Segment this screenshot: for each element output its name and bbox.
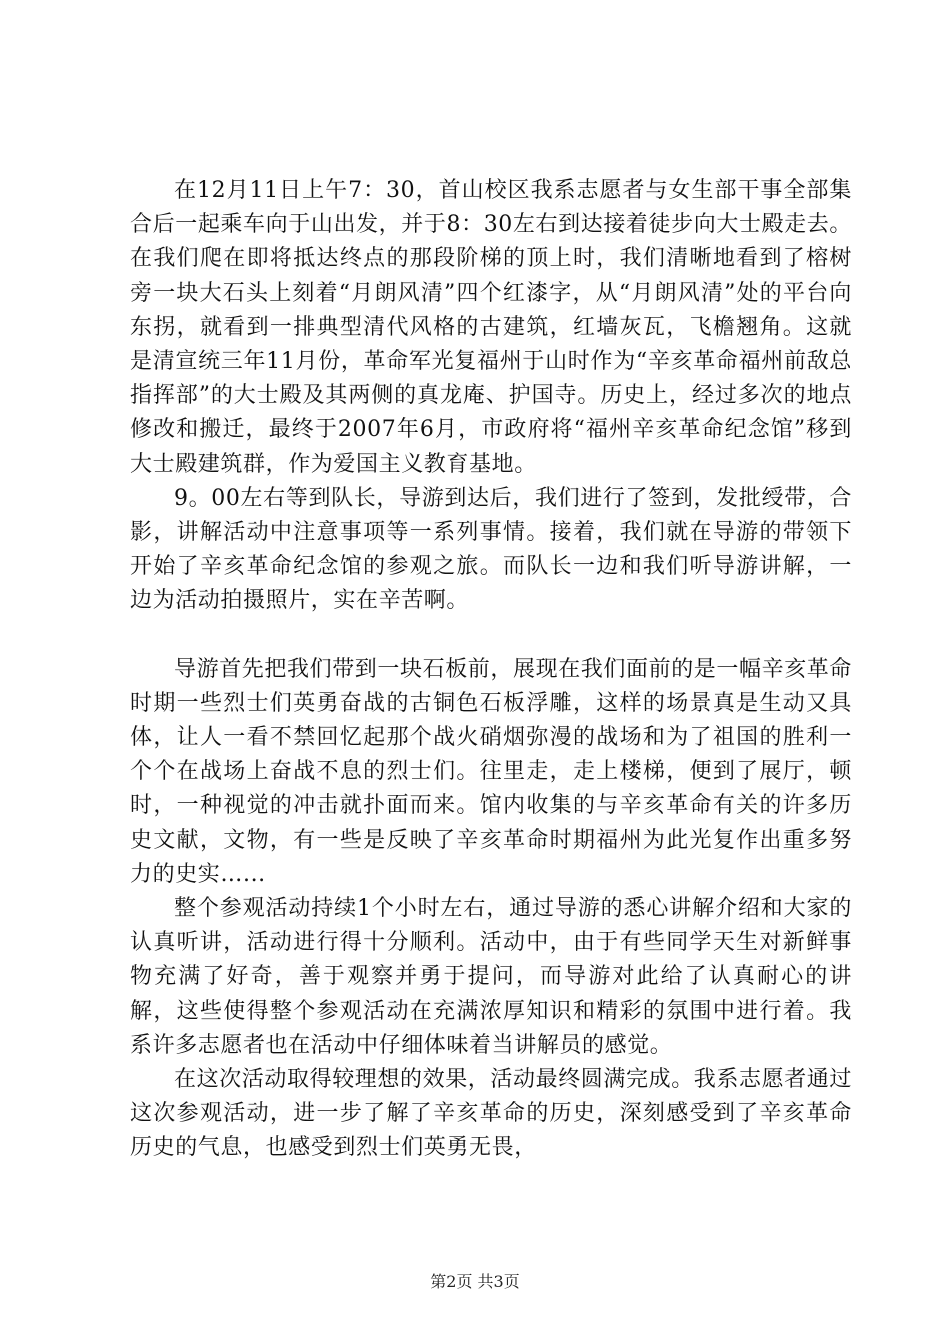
document-body <box>130 174 852 1166</box>
paragraph-4: 整个参观活动持续1个小时左右，通过导游的悉心讲解介绍和大家的认真听讲，活动进行得十分顺利。活动中，由于有些同学天生对新鲜事物充满了好奇，善于观察并勇于提问，而导游对此给了认真耐心的讲解，这些使得整个参观活动在充满浓厚知识和精彩的氛围中进行着。我系许多志愿者也在活动中仔细体味着当讲解员的感觉。 <box>130 896 852 1058</box>
paragraph-1: 在12月11日上午7：30，首山校区我系志愿者与女生部干事全部集合后一起乘车向于山出发，并于8：30左右到达接着徒步向大士殿走去。在我们爬在即将抵达终点的那段阶梯的顶上时，我们清晰地看到了榕树旁一块大石头上刻着“月朗风清”四个红漆字，从“月朗风清”处的平台向东拐，就看到一排典型清代风格的古建筑，红墙灰瓦，飞檐翘角。这就是清宣统三年11月份，革命军光复福州于山时作为“辛亥革命福州前敌总指挥部”的大士殿及其两侧的真龙庵、护国寺。历史上，经过多次的地点修改和搬迁，最终于2007年6月，市政府将“福州辛亥革命纪念馆”移到大士殿建筑群，作为爱国主义教育基地。 <box>130 178 852 477</box>
page-number-footer: 第2页 共3页 <box>430 1272 520 1291</box>
paragraph-2: 9。00左右等到队长，导游到达后，我们进行了签到，发批绶带，合影，讲解活动中注意事项等一系列事情。接着，我们就在导游的带领下开始了辛亥革命纪念馆的参观之旅。而队长一边和我们听导游讲解，一边为活动拍摄照片，实在辛苦啊。 <box>130 485 852 614</box>
paragraph-5: 在这次活动取得较理想的效果，活动最终圆满完成。我系志愿者通过这次参观活动，进一步了解了辛亥革命的历史，深刻感受到了辛亥革命历史的气息，也感受到烈士们英勇无畏， <box>130 1067 853 1161</box>
paragraph-3: 导游首先把我们带到一块石板前，展现在我们面前的是一幅辛亥革命时期一些烈士们英勇奋战的古铜色石板浮雕，这样的场景真是生动又具体，让人一看不禁回忆起那个战火硝烟弥漫的战场和为了祖国的胜利一个个在战场上奋战不息的烈士们。往里走，走上楼梯，便到了展厅，顿时，一种视觉的冲击就扑面而来。馆内收集的与辛亥革命有关的许多历史文献，文物，有一些是反映了辛亥革命时期福州为此光复作出重多努力的史实…... <box>130 656 853 887</box>
